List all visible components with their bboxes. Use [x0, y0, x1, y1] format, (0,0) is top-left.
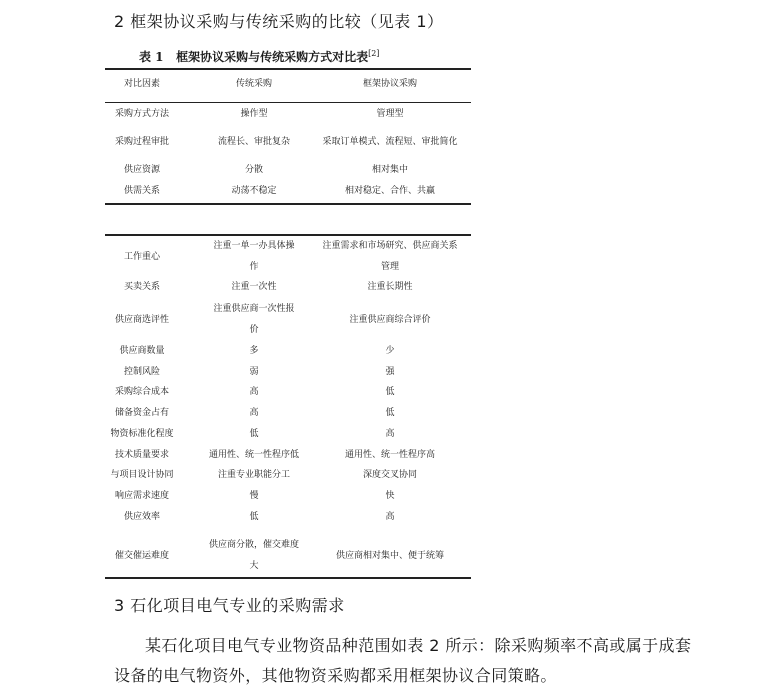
table-cell: 采取订单模式、流程短、审批简化: [322, 137, 458, 147]
table-cell-factor: 供应商选评性: [114, 314, 170, 325]
table-cell: 相对集中: [371, 165, 409, 175]
table-cell-framework: 供应商相对集中、便于统筹: [335, 550, 445, 561]
paragraph-line-2: 设备的电气物资外，其他物资采购都采用框架协议合同策略。: [114, 666, 557, 685]
table-cell-framework: 管理: [380, 262, 400, 272]
table-cell-factor: 供应效率: [123, 512, 161, 522]
table-part1-bottom-rule: [105, 203, 471, 205]
table-cell-framework: 快: [385, 491, 395, 501]
table-cell-traditional: 注重供应商一次性报: [213, 304, 295, 314]
table-top-rule: [105, 68, 471, 70]
table-cell-framework: 强: [385, 367, 395, 377]
table-cell-factor: 控制风险: [123, 367, 161, 377]
paragraph-line-1: 某石化项目电气专业物资品种范围如表 2 所示：除采购频率不高或属于成套: [145, 636, 692, 655]
table-caption-ref: [2]: [368, 49, 380, 58]
table-cell-framework: 注重长期性: [367, 282, 413, 292]
section-2-heading: 2 框架协议采购与传统采购的比较（见表 1）: [114, 12, 444, 31]
table-cell-framework: 深度交叉协同: [362, 470, 418, 480]
table-cell-factor: 工作重心: [123, 251, 161, 262]
table-cell: 动荡不稳定: [231, 186, 277, 196]
table-cell: 供应资源: [123, 165, 161, 175]
table-cell-traditional: 注重专业职能分工: [217, 470, 291, 480]
table-cell-factor: 物资标准化程度: [110, 429, 174, 439]
table-cell-factor: 技术质量要求: [114, 450, 170, 460]
table-cell-traditional: 低: [249, 429, 259, 439]
header-traditional: 传统采购: [235, 79, 273, 89]
table-header-rule: [105, 102, 471, 103]
table-cell-framework: 通用性、统一性程序高: [344, 450, 436, 460]
table-cell-traditional: 高: [249, 408, 259, 418]
table-cell-traditional: 慢: [249, 491, 259, 501]
table-cell-framework: 高: [385, 429, 395, 439]
header-factor: 对比因素: [123, 79, 161, 89]
table-caption: [139, 48, 379, 65]
table-cell: 采购过程审批: [114, 137, 170, 147]
table-cell-framework: 低: [385, 408, 395, 418]
table-caption-label: 表 1: [139, 50, 164, 64]
table-cell: 操作型: [240, 109, 268, 119]
table-cell-traditional: 低: [249, 512, 259, 522]
table-cell-framework: 注重供应商综合评价: [349, 314, 431, 325]
table-cell-traditional: 通用性、统一性程序低: [208, 450, 300, 460]
table-cell-traditional: 弱: [249, 367, 259, 377]
table-cell-traditional: 供应商分散，催交难度: [208, 540, 300, 550]
table-cell: 供需关系: [123, 186, 161, 196]
table-cell-framework: 高: [385, 512, 395, 522]
section-3-heading: 3 石化项目电气专业的采购需求: [114, 596, 345, 615]
header-framework: 框架协议采购: [362, 79, 418, 89]
table-cell-traditional: 价: [249, 325, 259, 335]
table-cell-traditional: 注重一次性: [231, 282, 277, 292]
table-cell-factor: 供应商数量: [119, 346, 165, 356]
table-cell-factor: 催交催运难度: [114, 550, 170, 561]
table-cell-traditional: 大: [249, 561, 259, 571]
table-cell-framework: 少: [385, 346, 395, 356]
table-cell-framework: 低: [385, 387, 395, 397]
table-cell-factor: 采购综合成本: [114, 387, 170, 397]
table-cell-traditional: 高: [249, 387, 259, 397]
table-cell: 采购方式方法: [114, 109, 170, 119]
table-cell-factor: 与项目设计协同: [110, 470, 174, 480]
table-cell: 管理型: [376, 109, 404, 119]
table-cell-traditional: 作: [249, 262, 259, 272]
table-cell-traditional: 注重一单一办具体操: [213, 241, 295, 251]
table-cell: 流程长、审批复杂: [217, 137, 291, 147]
table-cell-factor: 响应需求速度: [114, 491, 170, 501]
table-cell: 相对稳定、合作、共赢: [344, 186, 436, 196]
table-bottom-rule: [105, 577, 471, 579]
table-caption-title: 框架协议采购与传统采购方式对比表: [176, 50, 369, 64]
table-cell-traditional: 多: [249, 346, 259, 356]
table-cell-factor: 储备资金占有: [114, 408, 170, 418]
table-cell-framework: 注重需求和市场研究、供应商关系: [322, 241, 458, 251]
table-cell: 分散: [244, 165, 264, 175]
table-cell-factor: 买卖关系: [123, 282, 161, 292]
